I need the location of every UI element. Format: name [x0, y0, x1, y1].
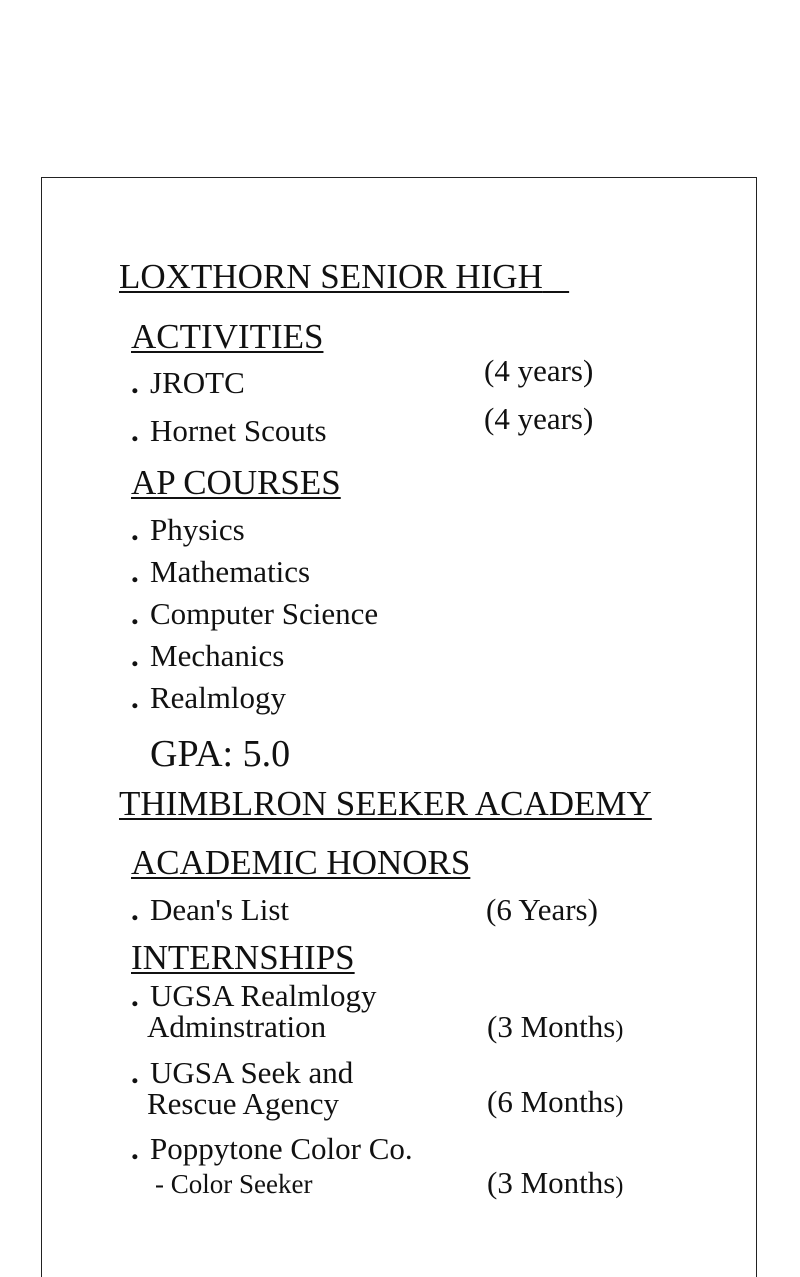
activity-item: . Hornet Scouts: [131, 413, 327, 448]
course-item: . Mathematics: [131, 554, 311, 589]
activity-item: . JROTC: [131, 365, 245, 400]
internship-item: . UGSA Realmlogy: [131, 978, 377, 1013]
internship-duration: (6 Months): [487, 1084, 624, 1119]
school-name-loxthorn: LOXTHORN SENIOR HIGH: [119, 257, 543, 296]
honor-item: . Dean's List: [131, 892, 290, 927]
section-heading-activities: ACTIVITIES: [131, 317, 324, 356]
course-item: . Realmlogy: [131, 680, 287, 715]
internship-item-line2: Adminstration: [147, 1009, 327, 1044]
course-item: . Mechanics: [131, 638, 285, 673]
school-name-thimblron: THIMBLRON SEEKER ACADEMY: [119, 784, 652, 823]
internship-duration: (3 Months): [487, 1009, 624, 1044]
activity-duration: (4 years): [484, 353, 594, 388]
internship-item: . Poppytone Color Co.: [131, 1131, 413, 1166]
activity-duration: (4 years): [484, 401, 594, 436]
section-heading-academic-honors: ACADEMIC HONORS: [131, 843, 471, 882]
internship-item: . UGSA Seek and: [131, 1055, 354, 1090]
internship-duration: (3 Months): [487, 1165, 624, 1200]
section-heading-internships: INTERNSHIPS: [131, 938, 355, 977]
section-heading-ap-courses: AP COURSES: [131, 463, 341, 502]
course-item: . Computer Science: [131, 596, 379, 631]
internship-item-line2: - Color Seeker: [155, 1169, 313, 1199]
course-item: . Physics: [131, 512, 245, 547]
gpa-value: GPA: 5.0: [150, 733, 291, 775]
honor-duration: (6 Years): [486, 892, 598, 927]
internship-item-line2: Rescue Agency: [147, 1086, 339, 1121]
